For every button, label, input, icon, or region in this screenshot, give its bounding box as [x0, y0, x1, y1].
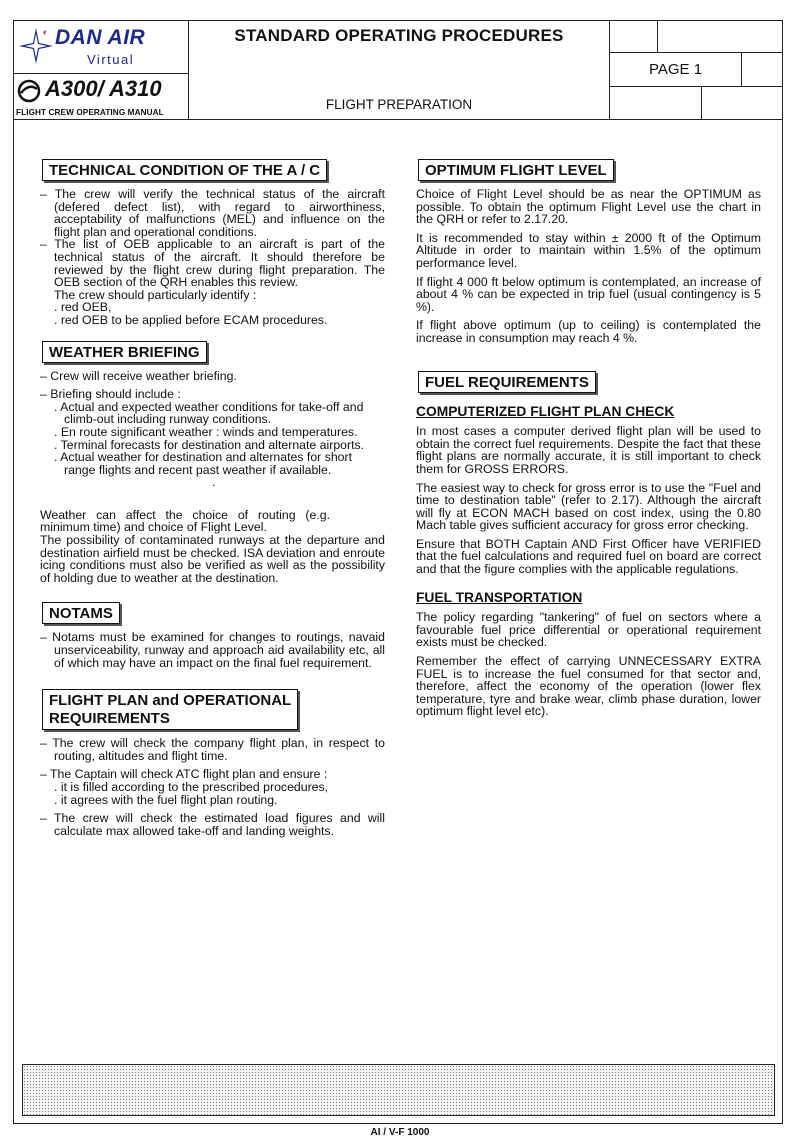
- document-title: STANDARD OPERATING PROCEDURES: [234, 26, 564, 45]
- paragraph: The policy regarding "tankering" of fuel on sectors where a favourable fuel price differential or operational requirement exists must be checked.: [416, 610, 761, 650]
- list-item: – The crew will verify the technical status of the aircraft (defered defect list), with regard to airworthiness, acceptability of malfunctions (MEL) and influence on the flight plan and operational conditions.: [40, 187, 385, 239]
- right-column: [416, 159, 761, 724]
- list-item: The crew should particularly identify :: [54, 287, 257, 302]
- section-title-fuel: FUEL REQUIREMENTS: [418, 371, 596, 393]
- section-title-line: REQUIREMENTS: [49, 710, 170, 728]
- list-item: – Crew will receive weather briefing.: [40, 368, 237, 383]
- section-title-optimum: OPTIMUM FLIGHT LEVEL: [418, 159, 614, 181]
- list-item: . it agrees with the fuel flight plan routing.: [54, 792, 278, 807]
- subsection-title-transport: FUEL TRANSPORTATION: [416, 589, 583, 605]
- paragraph: In most cases a computer derived flight plan will be used to obtain the correct fuel requirements. Despite the fact that these flight plans are normally accurate, it is still important to check them for GROSS ERRORS.: [416, 424, 761, 476]
- logo-divider: [13, 73, 188, 74]
- section-title-notams: NOTAMS: [42, 602, 120, 624]
- brand-name: DAN AIR: [55, 26, 146, 49]
- paragraph: It is recommended to stay within ± 2000 ft of the Optimum Altitude in order to maintain within 1.5% of the optimum performance level.: [416, 230, 761, 270]
- airbus-swirl-icon: [17, 79, 41, 103]
- header-logo-block: [13, 20, 189, 120]
- brand-sub: Virtual: [87, 52, 135, 67]
- subsection-title-computerized: COMPUTERIZED FLIGHT PLAN CHECK: [416, 403, 675, 419]
- section-title-flight-plan: [42, 689, 298, 730]
- grid-line: [701, 86, 702, 120]
- stray-dot: .: [212, 475, 216, 490]
- grid-line: [657, 20, 658, 52]
- list-item: – The Captain will check ATC flight plan and ensure :: [40, 767, 328, 782]
- list-item: – The crew will check the estimated load figures and will calculate max allowed take-off and landing weights.: [40, 811, 385, 838]
- list-item: . Actual and expected weather conditions for take-off and climb-out including runway conditions.: [54, 399, 364, 427]
- list-item: – Briefing should include :: [40, 387, 181, 402]
- paragraph: Remember the effect of carrying UNNECESSARY EXTRA FUEL is to increase the fuel consumed for that sector and, therefore, affect the economy of the operation (lower flex temperature, tyre and brake wear, climb phase duration, lower optimum flight level etc).: [416, 654, 761, 719]
- document-subtitle: FLIGHT PREPARATION: [325, 97, 473, 112]
- paragraph: Weather can affect the choice of routing (e.g. minimum time) and choice of Flight Level.: [40, 507, 330, 535]
- list-item: . it is filled according to the prescribed procedures,: [54, 780, 329, 794]
- list-item: . red OEB to be applied before ECAM procedures.: [54, 312, 328, 327]
- header-divider: [13, 119, 783, 120]
- page-number: PAGE 1: [648, 61, 703, 78]
- footer-reference: AI / V-F 1000: [370, 1127, 430, 1138]
- list-item: – Notams must be examined for changes to routings, navaid unserviceability, runway and approach aid availability etc, all of which may have an impact on the final fuel requirement.: [40, 630, 385, 670]
- paragraph: The easiest way to check for gross error is to use the "Fuel and time to destination table" (refer to 2.17). Although the aircraft will fly at ECON MACH based on cost index, using the 0.80 Mach table gives sufficient accuracy for gross error checking.: [416, 480, 761, 533]
- list-item: . Terminal forecasts for destination and alternate airports.: [54, 437, 365, 452]
- footer-shaded-box: [22, 1064, 775, 1116]
- paragraph: The possibility of contaminated runways at the departure and destination airfield must be checked. ISA deviation and enroute icing conditions must also be verified as well as the possibility of holding due to weather at the destination.: [40, 533, 385, 585]
- section-title-technical: TECHNICAL CONDITION OF THE A / C: [42, 159, 327, 181]
- list-item: – The list of OEB applicable to an aircraft is part of the technical status of the aircraft. It should therefore be reviewed by the flight crew during flight preparation. The OEB section of the QRH enables this review.: [40, 237, 385, 290]
- list-item: . red OEB,: [54, 300, 112, 315]
- list-item: – The crew will check the company flight plan, in respect to routing, altitudes and flight time.: [40, 736, 385, 763]
- section-title-line: FLIGHT PLAN and OPERATIONAL: [49, 692, 292, 710]
- grid-line: [609, 52, 783, 53]
- grid-line: [609, 86, 783, 87]
- grid-line: [741, 52, 742, 86]
- aircraft-model: A300/ A310: [45, 76, 162, 101]
- paragraph: If flight above optimum (up to ceiling) is contemplated the increase in consumption may reach 4 %.: [416, 318, 761, 345]
- list-item: . Actual weather for destination and alternates for short range flights and recent past weather if available.: [54, 450, 353, 477]
- list-item: . En route significant weather : winds and temperatures.: [54, 424, 358, 439]
- left-column: [40, 159, 385, 837]
- section-title-weather: WEATHER BRIEFING: [42, 341, 207, 363]
- paragraph: Ensure that BOTH Captain AND First Officer have VERIFIED that the fuel calculations and required fuel on board are correct and that the figure complies with the applicable regulations.: [416, 536, 761, 577]
- paragraph: If flight 4 000 ft below optimum is contemplated, an increase of about 4 % can be expected in trip fuel (usual contingency is 5 %).: [416, 274, 761, 314]
- manual-name: FLIGHT CREW OPERATING MANUAL: [16, 108, 164, 117]
- compass-star-icon: [17, 26, 55, 66]
- paragraph: Choice of Flight Level should be as near the OPTIMUM as possible. To obtain the optimum Flight Level use the chart in the QRH or refer to 2.17.20.: [416, 187, 761, 227]
